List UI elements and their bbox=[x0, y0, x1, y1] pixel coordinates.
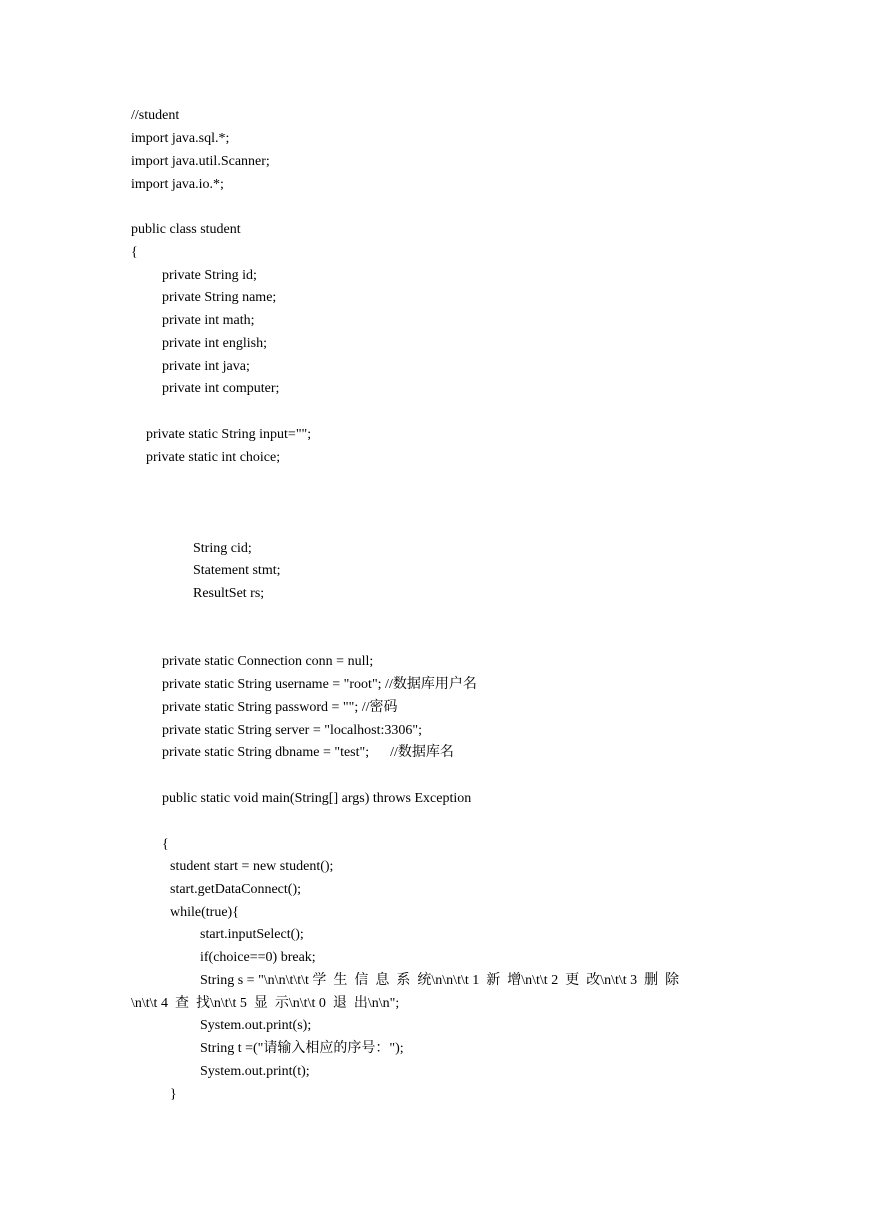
code-line: while(true){ bbox=[170, 905, 239, 920]
code-line: //student bbox=[131, 108, 180, 123]
code-line: if(choice==0) break; bbox=[200, 950, 316, 965]
code-line: String t =("请输入相应的序号："); bbox=[200, 1041, 404, 1056]
code-line: { bbox=[162, 837, 169, 852]
code-line: private int java; bbox=[162, 359, 250, 374]
code-line: System.out.print(t); bbox=[200, 1064, 310, 1079]
code-line: } bbox=[170, 1087, 177, 1102]
code-line: private static int choice; bbox=[146, 450, 281, 465]
code-line: start.inputSelect(); bbox=[200, 927, 304, 942]
code-line: String cid; bbox=[193, 541, 252, 556]
code-line: private static Connection conn = null; bbox=[162, 654, 374, 669]
code-line: start.getDataConnect(); bbox=[170, 882, 302, 897]
code-line: private String name; bbox=[162, 290, 277, 305]
code-line: student start = new student(); bbox=[170, 859, 334, 874]
code-line: public static void main(String[] args) throws Exception bbox=[162, 791, 472, 806]
code-line: { bbox=[131, 245, 138, 260]
code-line: private static String password = ""; //密码 bbox=[162, 700, 398, 715]
code-line: ResultSet rs; bbox=[193, 586, 265, 601]
code-line: String s = "\n\n\t\t\t 学 生 信 息 系 统\n\n\t\t 1 新 增\n\t\t 2 更 改\n\t\t 3 删 除 bbox=[200, 973, 680, 988]
code-line: private static String input=""; bbox=[146, 427, 312, 442]
code-line: private String id; bbox=[162, 268, 257, 283]
code-line: private static String username = "root"; //数据库用户名 bbox=[162, 677, 477, 692]
code-line: private static String dbname = "test"; //数据库名 bbox=[162, 745, 454, 760]
code-line: import java.io.*; bbox=[131, 177, 224, 192]
code-line: Statement stmt; bbox=[193, 563, 281, 578]
code-line: public class student bbox=[131, 222, 241, 237]
code-line: private int computer; bbox=[162, 381, 280, 396]
code-line: import java.sql.*; bbox=[131, 131, 230, 146]
code-line: \n\t\t 4 查 找\n\t\t 5 显 示\n\t\t 0 退 出\n\n"; bbox=[131, 996, 400, 1011]
code-line: private int math; bbox=[162, 313, 255, 328]
code-line: System.out.print(s); bbox=[200, 1018, 312, 1033]
code-line: private static String server = "localhost:3306"; bbox=[162, 723, 422, 738]
code-line: import java.util.Scanner; bbox=[131, 154, 270, 169]
code-line: private int english; bbox=[162, 336, 267, 351]
